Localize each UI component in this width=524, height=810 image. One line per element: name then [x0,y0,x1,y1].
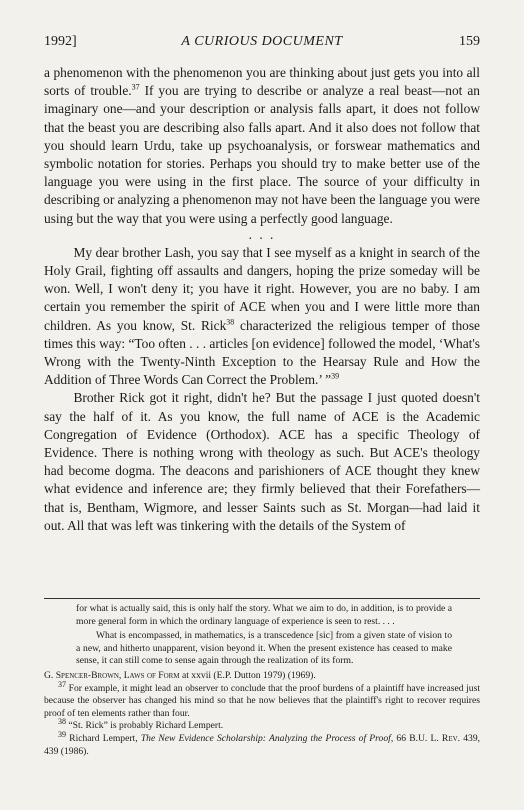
footnote-quote-1: for what is actually said, this is only half the story. What we aim to do, in addition, is to provide a more general form in which the ordinary language of experience is seen to rest. . . . [76,603,452,627]
footnote-rule [44,598,480,599]
section-break: . . . [248,226,276,242]
paragraph-2 [44,244,480,390]
paragraph-1-text-b: If you are trying to describe or analyze a real beast—not an imaginary one—and your description or analysis falls apart, it does not follow that the beast you are describing also falls apart. And it also does not follow that you should learn Urdu, take up psychoanalysis, or forswear mathematics and symbolic notation for stories. Perhaps you should try to make better use of the language you were using in the first place. The source of your difficulty in describing or analyzing a phenomenon may not have been the language you were using but the way that you were using a perfectly good language. [44,83,480,226]
footnote-39-pages: 439, 439 (1986). [44,732,481,757]
footnotes [44,603,480,758]
footnote-39-volume: , 66 [390,732,406,744]
citation-work: Laws of Form [123,669,180,681]
footnote-number-39: 39 [58,729,66,739]
footnote-number-38: 38 [58,717,66,727]
footnote-39-journal: B.U. L. Rev. [409,732,461,744]
footnote-37-text: For example, it might lead an observer to conclude that the proof burdens of a plaintiff have increased just because the observer has changed his mind so that he now believes that the plaintiff's right to recover requires proof of ten elements rather than four. [44,682,480,719]
footnote-ref-39: 39 [331,371,340,381]
running-header [44,34,480,54]
paragraph-2-text-b: characterized the religious temper of those times this way: “Too often . . . articles [on evidence] followed the model, ‘What's Wrong with the Twenty-Ninth Exception to the Hearsay Rule and How the Addition of Three Words Can Correct the Problem.’ ” [44,317,480,388]
footnote-ref-38: 38 [226,317,235,327]
header-year: 1992] [44,34,77,49]
footnote-37 [44,679,480,721]
footnote-39-title: The New Evidence Scholarship: Analyzing the Process of Proof [140,732,391,744]
footnote-ref-37: 37 [131,82,140,92]
footnote-citation [44,670,480,683]
footnote-38 [44,717,480,733]
citation-author: G. Spencer-Brown, [44,669,122,681]
footnote-quote-2: What is encompassed, in mathematics, is a transcedence [sic] from a given state of vision to a new, and hitherto unapparent, vision beyond it. When the present existence has ceased to make sense, it can still come to sense again through the realization of its form. [76,630,452,667]
page-number: 159 [459,34,480,49]
footnote-39 [44,729,481,758]
paragraph-2-text-a: My dear brother Lash, you say that I see myself as a knight in search of the Holy Grail, fighting off assaults and dangers, hoping the prize someday will be won. Well, I won't deny it; you have it right. However, you are no baby. I am certain you remember the spirit of ACE when you and I were little more than children. As you know, St. Rick [44,244,480,333]
paragraph-1-text-a: a phenomenon with the phenomenon you are thinking about just gets you into all sorts of trouble. [44,65,480,99]
paragraph-3: Brother Rick got it right, didn't he? But the passage I just quoted doesn't say the half of it. As you know, the full name of ACE is the Academic Congregation of Evidence (Orthodox). ACE has a specific Theology of Evidence. There is nothing wrong with theology as such. But ACE's theology had become dogma. The deacons and parishioners of ACE thought they knew what evidence and inference are; they firmly believed that their Forefathers—that is, Bentham, Wigmore, and lesser Saints such as St. Morgan—had laid it out. All that was left was tinkering with the details of the System of [44,390,480,533]
paragraph-1 [44,64,480,228]
footnote-39-author: Richard Lempert, [66,732,138,744]
header-title: A CURIOUS DOCUMENT [181,34,343,49]
main-text [44,64,480,535]
footnote-38-text: “St. Rick” is probably Richard Lempert. [66,720,224,732]
citation-rest: at xxvii (E.P. Dutton 1979) (1969). [179,669,316,681]
footnote-number-37: 37 [58,679,66,689]
